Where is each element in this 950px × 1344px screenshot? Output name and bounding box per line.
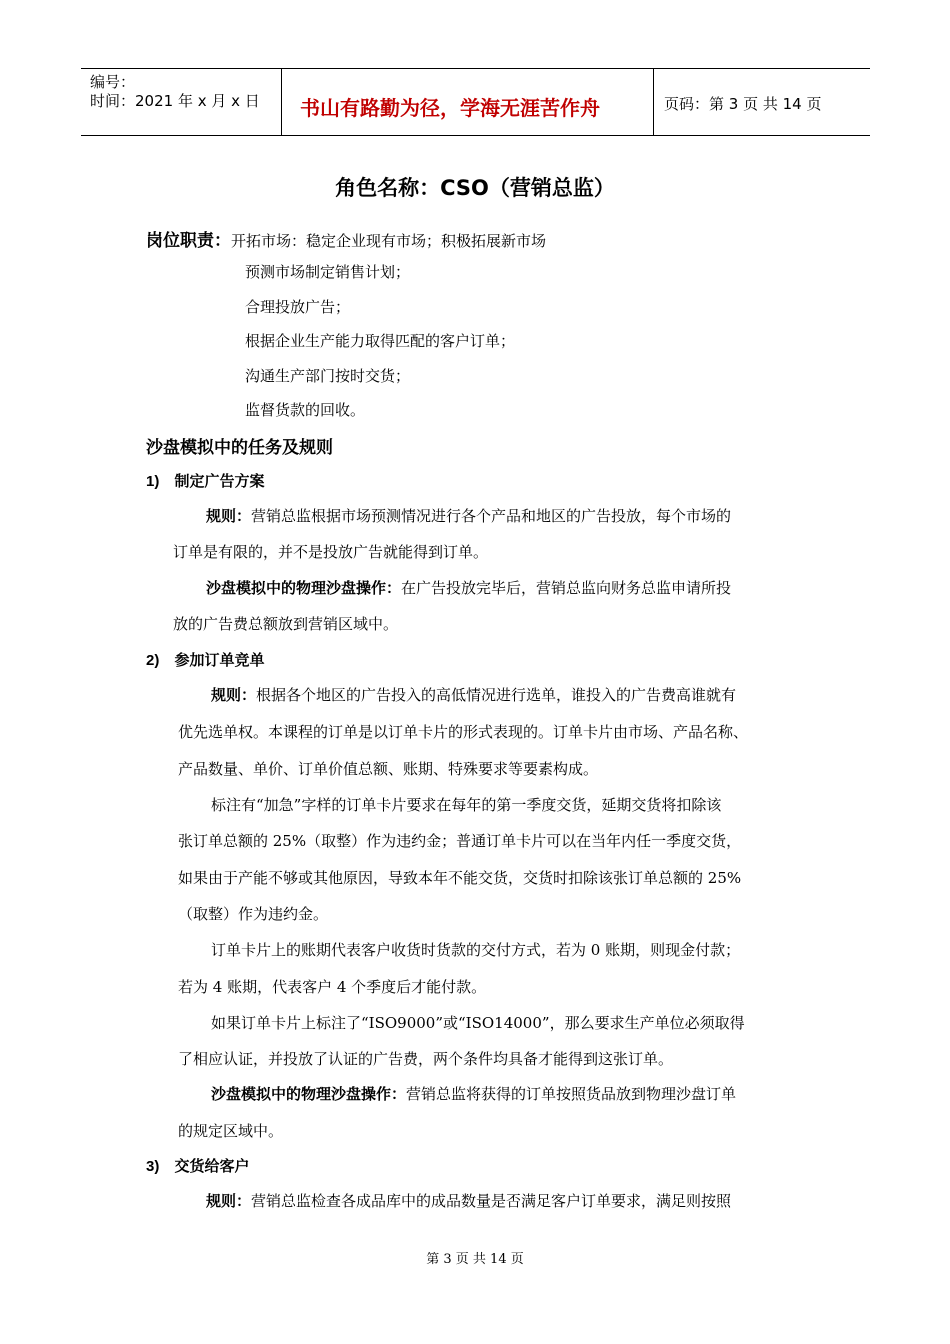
task-number: 3) (146, 1158, 160, 1175)
header-code-label: 编号： (90, 73, 136, 91)
duty-item: 开拓市场：稳定企业现有市场；积极拓展新市场 (231, 232, 547, 250)
rule-line: 订单是有限的，并不是投放广告就能得到订单。 (173, 543, 489, 561)
header-divider-left (281, 68, 282, 136)
rule-line: 优先选单权。本课程的订单是以订单卡片的形式表现的。订单卡片由市场、产品名称、 (178, 723, 749, 741)
paragraph-line: 如果由于产能不够或其他原因，导致本年不能交货，交货时扣除该张订单总额的 25% (178, 869, 742, 887)
op-line: 沙盘模拟中的物理沙盘操作：在广告投放完毕后，营销总监向财务总监申请所投 (206, 579, 732, 597)
paragraph-line: 标注有“加急”字样的订单卡片要求在每年的第一季度交货，延期交货将扣除该 (211, 796, 722, 814)
page-title: 角色名称：CSO（营销总监） (335, 176, 615, 200)
task-number: 2) (146, 652, 160, 669)
rule-label: 规则： (211, 686, 257, 704)
op-label: 沙盘模拟中的物理沙盘操作： (206, 579, 402, 597)
task-heading (146, 470, 264, 491)
rule-line: 规则：根据各个地区的广告投入的高低情况进行选单，谁投入的广告费高谁就有 (211, 686, 737, 704)
rule-label: 规则： (206, 507, 252, 525)
task-heading (146, 649, 264, 670)
page-footer: 第 3 页 共 14 页 (426, 1252, 524, 1267)
header-bottom-rule (81, 135, 870, 136)
task-title: 制定广告方案 (174, 472, 265, 490)
rule-line: 产品数量、单价、订单价值总额、账期、特殊要求等要素构成。 (178, 760, 599, 778)
task-number: 1) (146, 473, 160, 490)
rule-line: 规则：营销总监检查各成品库中的成品数量是否满足客户订单要求，满足则按照 (206, 1192, 732, 1210)
duty-item: 监督货款的回收。 (245, 401, 366, 419)
header-page-code: 页码：第 3 页 共 14 页 (664, 95, 822, 113)
op-line: 的规定区域中。 (178, 1122, 284, 1140)
task-title: 参加订单竞单 (174, 651, 265, 669)
paragraph-line: 了相应认证，并投放了认证的广告费，两个条件均具备才能得到这张订单。 (178, 1050, 674, 1068)
header-divider-right (653, 68, 654, 136)
op-line: 放的广告费总额放到营销区域中。 (173, 615, 399, 633)
rule-line: 规则：营销总监根据市场预测情况进行各个产品和地区的广告投放，每个市场的 (206, 507, 732, 525)
paragraph-line: 如果订单卡片上标注了“ISO9000”或“ISO14000”，那么要求生产单位必须取得 (211, 1014, 745, 1032)
header-top-rule (81, 68, 870, 69)
paragraph-line: 订单卡片上的账期代表客户收货时货款的交付方式，若为 0 账期，则现金付款； (211, 941, 741, 959)
paragraph-line: （取整）作为违约金。 (178, 905, 329, 923)
duty-item: 沟通生产部门按时交货； (245, 367, 411, 385)
paragraph-line: 张订单总额的 25%（取整）作为违约金；普通订单卡片可以在当年内任一季度交货， (178, 832, 742, 850)
op-line: 沙盘模拟中的物理沙盘操作：营销总监将获得的订单按照货品放到物理沙盘订单 (211, 1085, 737, 1103)
paragraph-line: 若为 4 账期，代表客户 4 个季度后才能付款。 (178, 978, 487, 996)
header-motto: 书山有路勤为径，学海无涯苦作舟 (300, 96, 600, 120)
section-title: 沙盘模拟中的任务及规则 (146, 438, 333, 458)
duty-item: 根据企业生产能力取得匹配的客户订单； (245, 332, 516, 350)
duties-line-1 (146, 226, 546, 251)
header-time: 时间：2021 年 x 月 x 日 (90, 92, 260, 110)
task-title: 交货给客户 (174, 1157, 250, 1175)
rule-label: 规则： (206, 1192, 252, 1210)
duty-item: 合理投放广告； (245, 298, 351, 316)
duties-label: 岗位职责： (146, 231, 231, 251)
duty-item: 预测市场制定销售计划； (245, 263, 411, 281)
task-heading (146, 1155, 249, 1176)
op-label: 沙盘模拟中的物理沙盘操作： (211, 1085, 407, 1103)
